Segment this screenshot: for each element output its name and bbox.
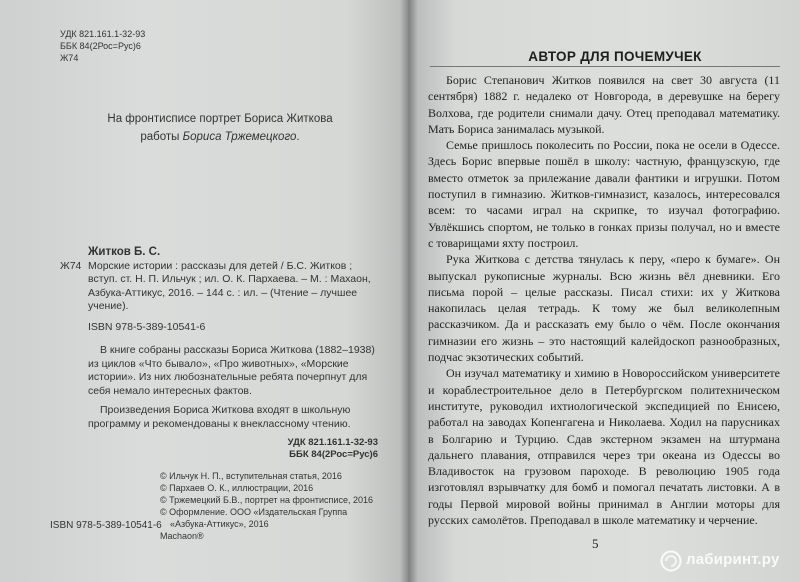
copyright-line: © Ильчук Н. П., вступительная статья, 2016: [160, 471, 342, 481]
copyright-line: © Оформление. ООО «Издательская Группа: [160, 507, 348, 517]
author-heading: Житков Б. С.: [88, 246, 161, 258]
publisher-mark: Machaon®: [160, 531, 204, 541]
udk-line: УДК 821.161.1-32-93: [60, 29, 146, 39]
illustrator-name: Бориса Тржемецкого: [182, 131, 297, 143]
watermark-text: лабиринт.ру: [686, 551, 780, 568]
catalog-card: [60, 246, 378, 461]
catalog-entry-row: [60, 260, 378, 314]
catalog-entry: Морские истории : рассказы для детей / Б.С. Житков ; вступ. ст. Н. П. Ильчук ; ил. О. К. Пархаева. – М. : Махаон, Азбука-Аттикус, 2016. – 144 с. : ил. – (Чтение – лучшее учение).: [88, 259, 371, 312]
body-paragraph: Он изучал математику и химию в Новороссийском университете и кораблестроительное дело в Петербургском политехническом институте, руководил ихтиологической экспедицией по Енисею, работал на заводах Копенгагена и Николаева. Ходил на парусниках в Болгарию и Турцию. Сдав экстерном экзамен на штурмана дальнего плавания, отправился через три океана из Одессы во Владивосток на грузовом пароходе. В революцию 1905 года изготовлял взрывчатку для бомб и помогал печатать листовки. А в годы Первой мировой войны принимал в Англии моторы для русских самолётов. Преподавал в школе математику и черчение.: [428, 366, 780, 528]
copyright-line: © Пархаев О. К., иллюстрации, 2016: [160, 483, 314, 493]
udk-block-bottom: [60, 437, 378, 461]
body-paragraph: Семье пришлось поколесить по России, пока не осели в Одессе. Здесь Борис впервые пошёл в школу: частную, французскую, где вместо отметок за прилежание давали фантики и игрушки. Потом поступил в гимназию. Житков-гимназист, казалось, интересовался всем: то часами играл на скрипке, то изучал фотографию. Увлёкшись спортом, не только в гонках призы получал, но и вместе с товарищами яхту построил.: [428, 138, 780, 250]
frontispiece-note: [70, 110, 370, 146]
chapter-heading: АВТОР ДЛЯ ПОЧЕМУЧЕК: [528, 49, 702, 64]
annotation-paragraph: В книге собраны рассказы Бориса Житкова (1882–1938) из циклов «Что бывало», «Про животных», «Морские истории». Из них любознательные ребята почерпнут для себя немало интересных фактов.: [88, 344, 375, 397]
udk-line: УДК 821.161.1-32-93: [287, 437, 378, 448]
udk-block-top: [60, 28, 145, 64]
annotation-paragraph: Произведения Бориса Житкова входят в школьную программу и рекомендованы к внеклассному чтению.: [88, 404, 351, 430]
body-paragraph: Рука Житкова с детства тянулась к перу, «перо к бумаге». Он выпускал рукописные журналы. Всю жизнь вёл дневники. Его письма порой – целые рассказы. Писал стихи: их у Житкова накопилась целая тетрадь. К тому же был великолепным рассказчиком. Да и рассказать ему было о чём. После окончания гимназии его жизнь – это настоящий калейдоскоп разнообразных, подчас экзотических событий.: [428, 252, 780, 365]
isbn-bottom: ISBN 978-5-389-10541-6: [50, 520, 162, 531]
frontispiece-credit-prefix: работы: [140, 131, 180, 143]
labirint-logo-icon: [660, 550, 682, 572]
book-gutter: [400, 0, 418, 582]
article-body: [428, 72, 780, 528]
site-watermark: [660, 548, 796, 576]
frontispiece-credit: [70, 128, 370, 146]
heading-divider: [430, 66, 780, 67]
bbk-line: ББК 84(2Рос=Рус)6: [60, 41, 141, 51]
catalog-code: Ж74: [60, 259, 82, 272]
page-number: 5: [592, 536, 599, 551]
copyright-line: © Тржемецкий Б.В., портрет на фронтисписе, 2016: [160, 495, 373, 505]
author-code-line: Ж74: [60, 53, 79, 63]
annotation: [60, 344, 378, 431]
copyright-line: «Азбука-Аттикус», 2016: [170, 519, 269, 529]
frontispiece-line: На фронтисписе портрет Бориса Житкова: [107, 113, 333, 125]
frontispiece-credit-suffix: .: [296, 131, 300, 143]
copyright-block: [160, 470, 390, 542]
isbn: ISBN 978-5-389-10541-6: [88, 320, 206, 333]
bbk-line: ББК 84(2Рос=Рус)6: [289, 449, 378, 460]
body-paragraph: Борис Степанович Житков появился на свет 30 августа (11 сентября) 1882 г. недалеко от Новгорода, в деревушке на берегу Волхова, где родители снимали дачу. Отец преподавал математику. Мать Бориса занималась музыкой.: [428, 73, 780, 136]
